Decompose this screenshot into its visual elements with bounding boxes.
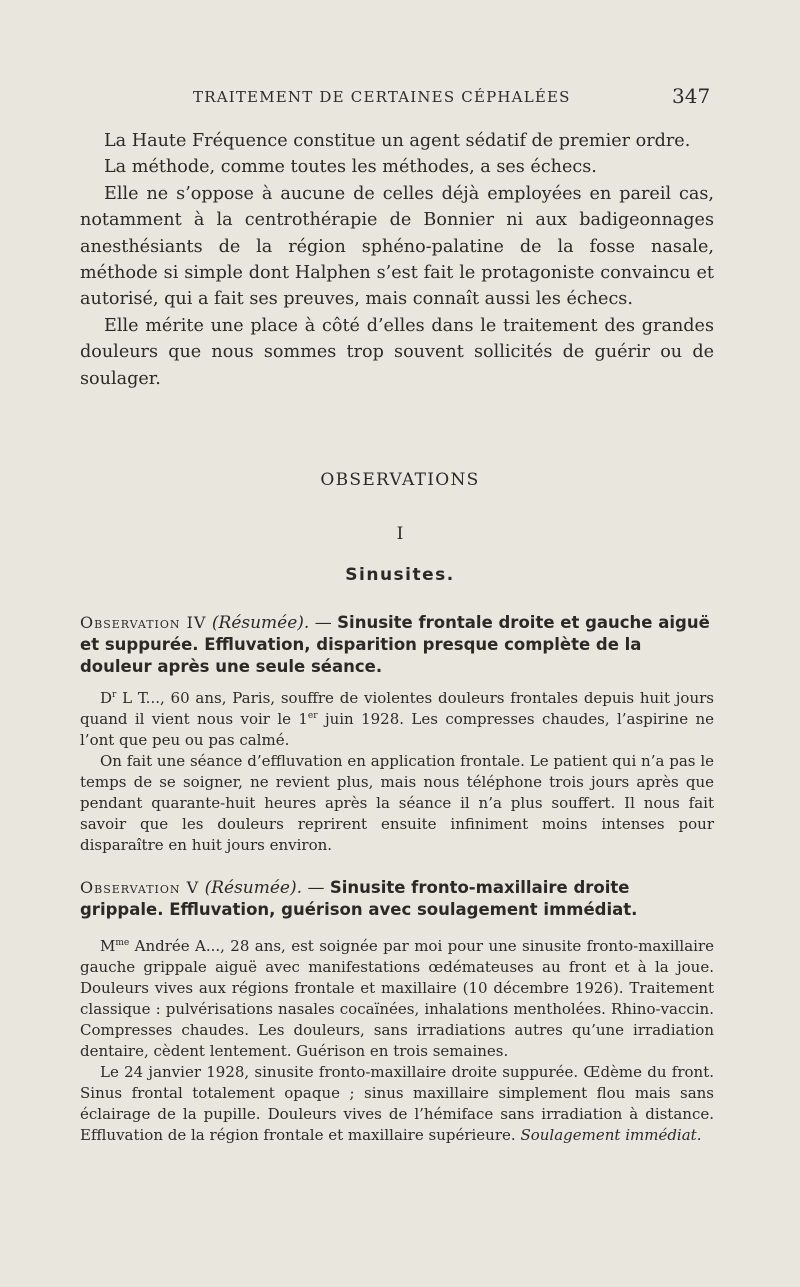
intro-paragraph-3: Elle ne s’oppose à aucune de celles déjà employées en pareil cas, notamment à la centrothérapie de Bonnier ni aux badigeonnages anesthésiants de la région sphéno-palatine de la fosse nasale, méthode si simple dont Halphen s’est fait le protagoniste convaincu et autorisé, qui a fait ses preuves, mais connaît aussi les échecs. <box>80 183 714 310</box>
page-header <box>0 84 800 110</box>
observation-4-text-b: juin 1928. Les compresses chaudes, l’aspirine ne l’ont que peu ou pas calmé. <box>80 710 714 749</box>
observation-5-paragraph-2 <box>80 1062 714 1146</box>
madame-abbrev-sup: me <box>115 938 130 948</box>
observation-5-conclusion: Soulagement immédiat. <box>520 1126 702 1144</box>
observation-4-resume: (Résumée). <box>211 613 310 633</box>
madame-abbrev: M <box>100 937 116 955</box>
observation-5-paragraph-1 <box>80 936 714 1062</box>
section-title: Sinusites. <box>345 565 455 585</box>
section-number: I <box>396 524 404 544</box>
observations-heading: OBSERVATIONS <box>320 470 480 490</box>
observation-4-dash: — <box>314 613 332 633</box>
doctor-abbrev-sup: r <box>112 690 117 700</box>
observation-5-dash: — <box>307 878 325 898</box>
observation-5-text-a: Andrée A..., 28 ans, est soignée par moi pour une sinusite fronto-maxillaire gauche grippale aiguë avec manifestations œdémateuses au front et à la joue. Douleurs vives aux régions frontale et maxillaire (10 décembre 1926). Traitement classique : pulvérisations nasales cocaïnées, inhalations mentholées. Rhino-vaccin. Compresses chaudes. Les douleurs, sans irradiations autres qu’une irradiation dentaire, cèdent lentement. Guérison en trois semaines. <box>80 937 714 1060</box>
observation-4-heading: Sinusite frontale droite et gauche aiguë et suppurée. Effluvation, disparition presque complète de la douleur après une seule séance. <box>80 613 710 676</box>
observation-4-paragraph-1 <box>80 688 714 751</box>
observation-5-text-b: Le 24 janvier 1928, sinusite fronto-maxillaire droite suppurée. Œdème du front. Sinus frontal totalement opaque ; sinus maxillaire simplement flou mais sans éclairage de la pupille. Douleurs vives de l’hémiface sans irradiation à distance. Effluvation de la région frontale et maxillaire supérieure. <box>80 1063 714 1144</box>
intro-paragraph-4: Elle mérite une place à côté d’elles dans le traitement des grandes douleurs que nous sommes trop souvent sollicités de guérir ou de soulager. <box>80 315 714 389</box>
observation-5-label: Observation V <box>80 878 200 897</box>
observation-5-heading: Sinusite fronto-maxillaire droite grippale. Effluvation, guérison avec soulagement immédiat. <box>80 878 638 919</box>
observation-4-label: Observation IV <box>80 613 207 632</box>
intro-text <box>80 128 714 392</box>
observation-5-title <box>80 877 714 921</box>
observation-4-body <box>80 688 714 856</box>
page-number: 347 <box>672 84 711 108</box>
running-title: TRAITEMENT DE CERTAINES CÉPHALÉES <box>193 88 571 106</box>
observation-4-paragraph-2: On fait une séance d’effluvation en application frontale. Le patient qui n’a pas le temps de se soigner, ne revient plus, mais nous téléphone trois jours après que pendant quarante-huit heures après la séance il n’a plus souffert. Il nous fait savoir que les douleurs reprirent ensuite infiniment moins intenses pour disparaître en huit jours environ. <box>80 752 714 854</box>
intro-paragraph-2: La méthode, comme toutes les méthodes, a ses échecs. <box>104 157 597 178</box>
observation-5-body <box>80 936 714 1146</box>
doctor-abbrev: D <box>100 689 113 707</box>
intro-paragraph-1: La Haute Fréquence constitue un agent sédatif de premier ordre. <box>104 131 691 151</box>
ordinal-sup: er <box>307 711 318 721</box>
observation-4-text-a: L T..., 60 ans, Paris, souffre de violentes douleurs frontales depuis huit jours quand il vient nous voir le 1 <box>80 689 714 728</box>
observation-4-title <box>80 612 714 678</box>
observation-5-resume: (Résumée). <box>204 878 303 898</box>
